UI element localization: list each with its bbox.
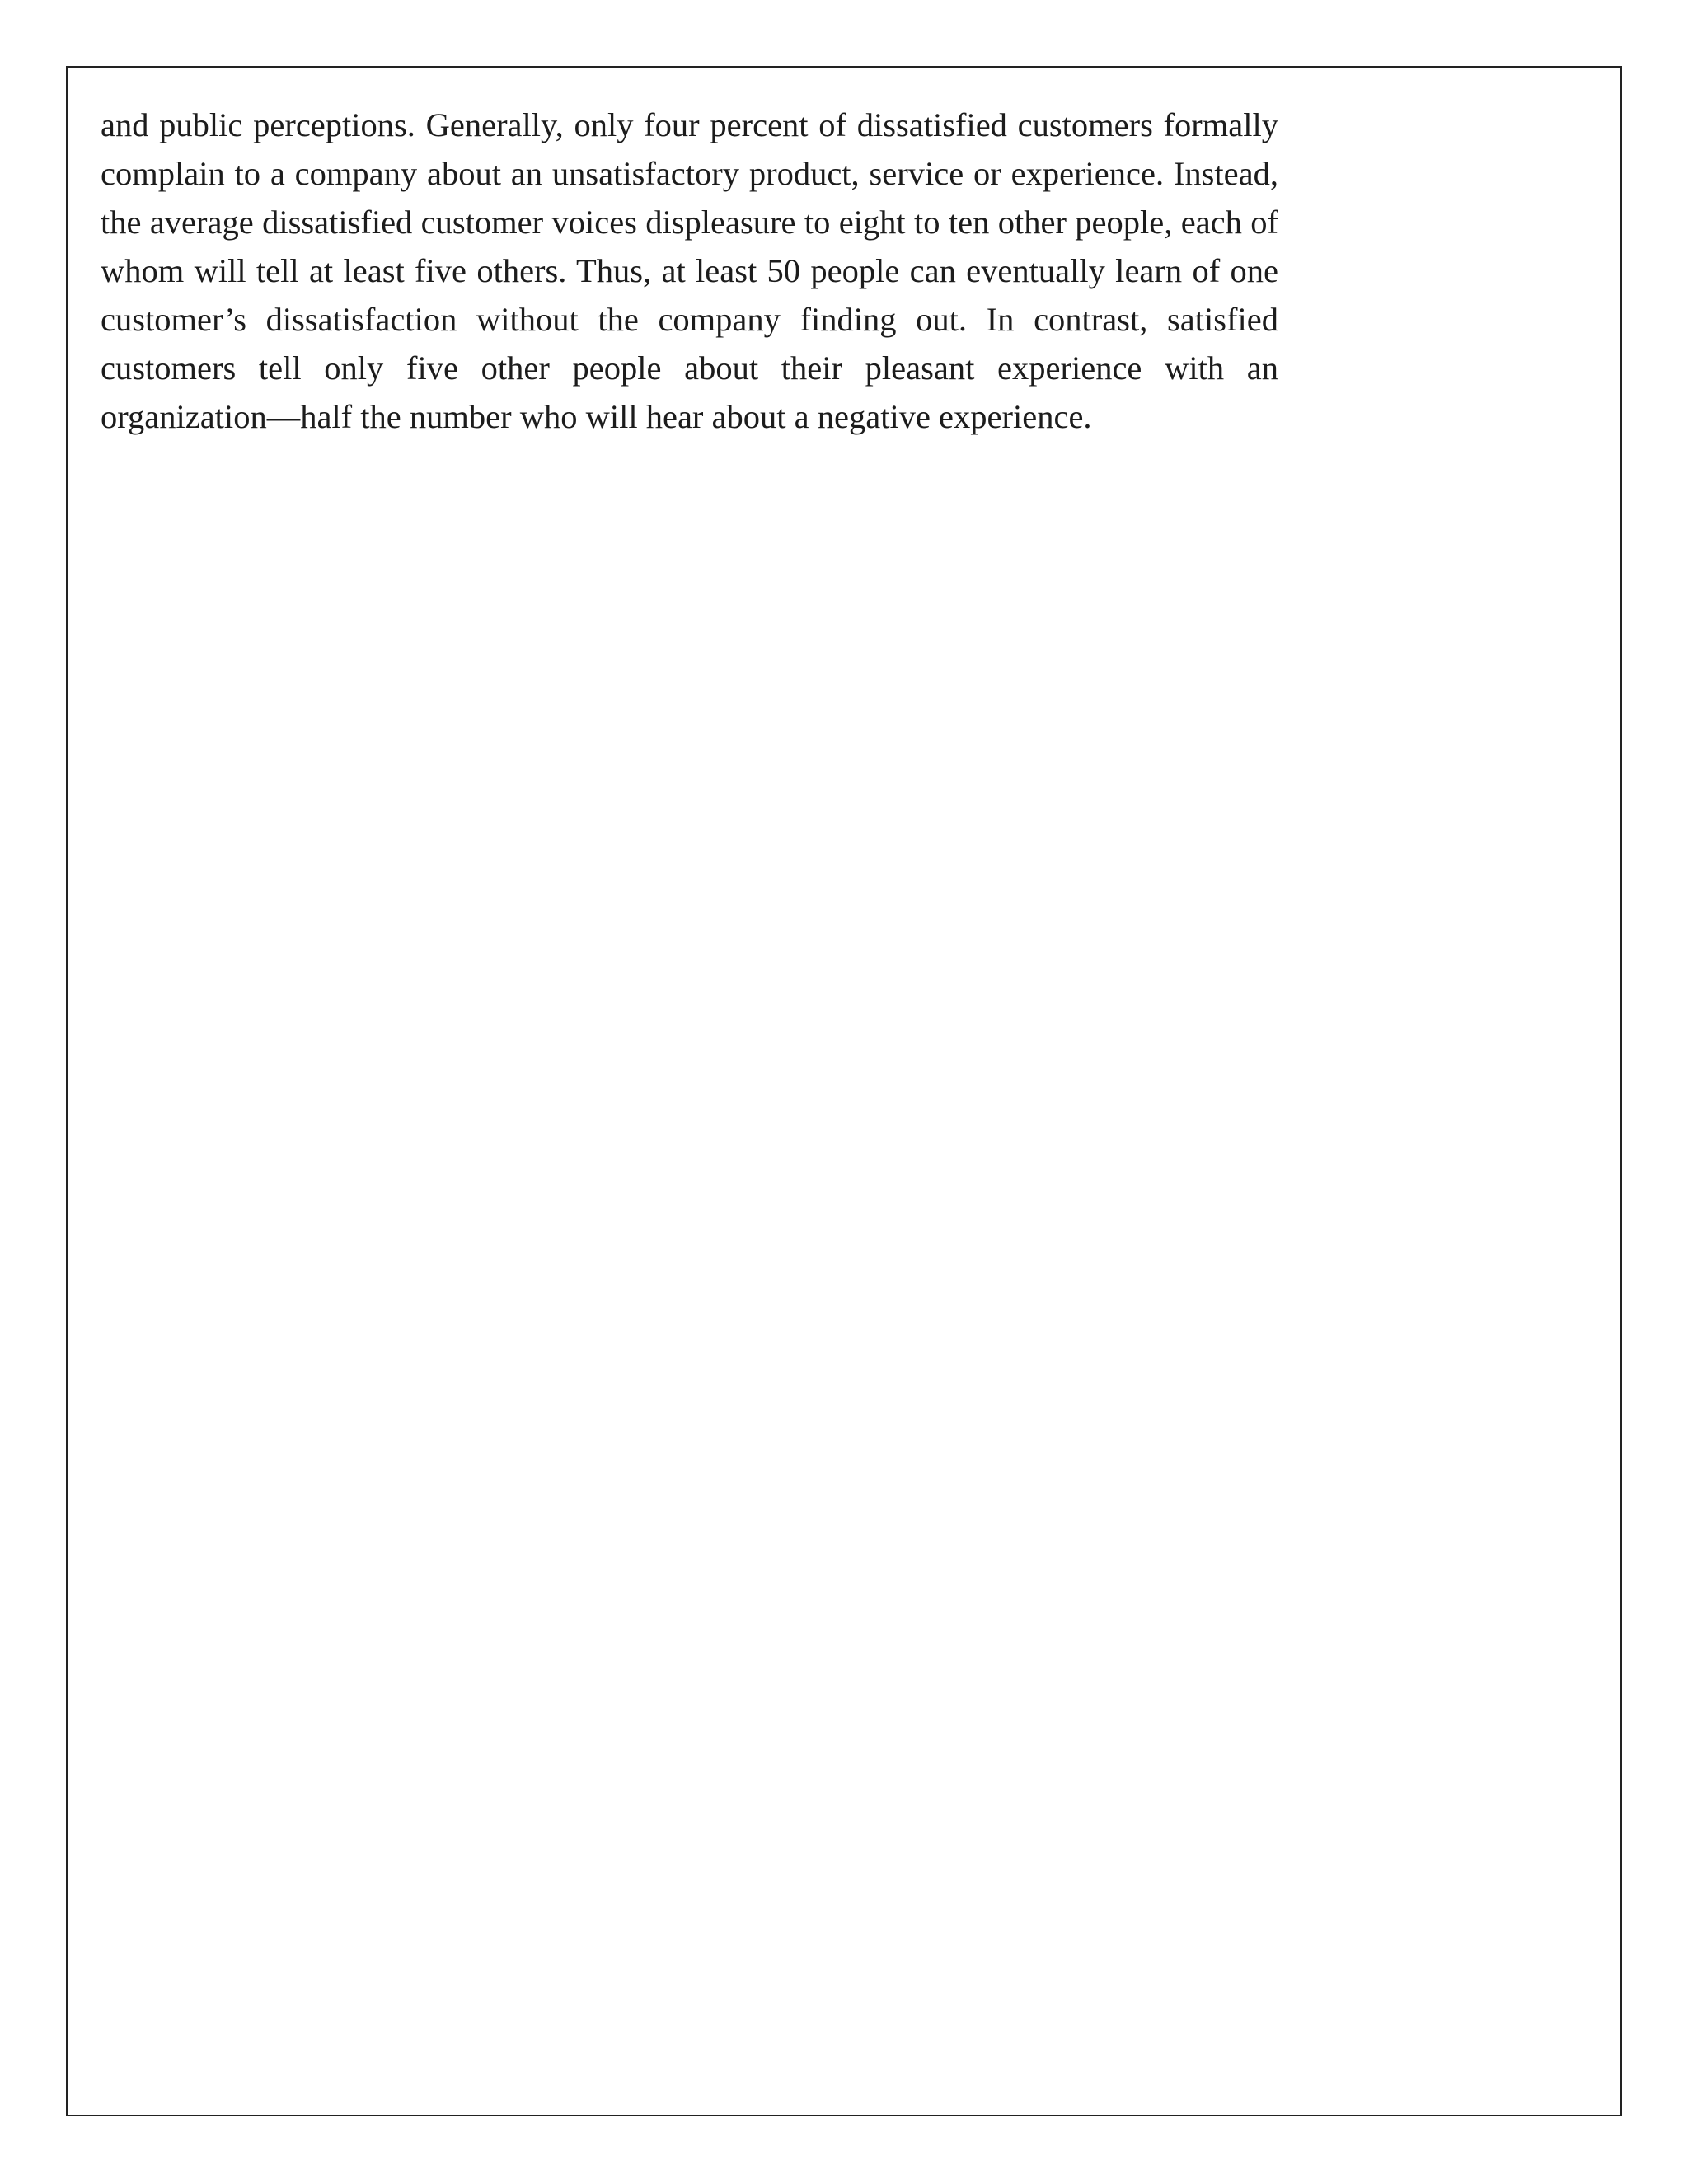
page-content xyxy=(101,101,1278,441)
page-frame xyxy=(66,66,1622,2116)
body-paragraph: and public perceptions. Generally, only four percent of dissatisfied customers formally complain to a company about an unsatisfactory product, service or experience. Instead, the average dissatisfied customer voices displeasure to eight to ten other people, each of whom will tell at least five others. Thus, at least 50 people can eventually learn of one customer’s dissatisfaction without the company finding out. In contrast, satisfied customers tell only five other people about their pleasant experience with an organization—half the number who will hear about a negative experience. xyxy=(101,106,1278,435)
